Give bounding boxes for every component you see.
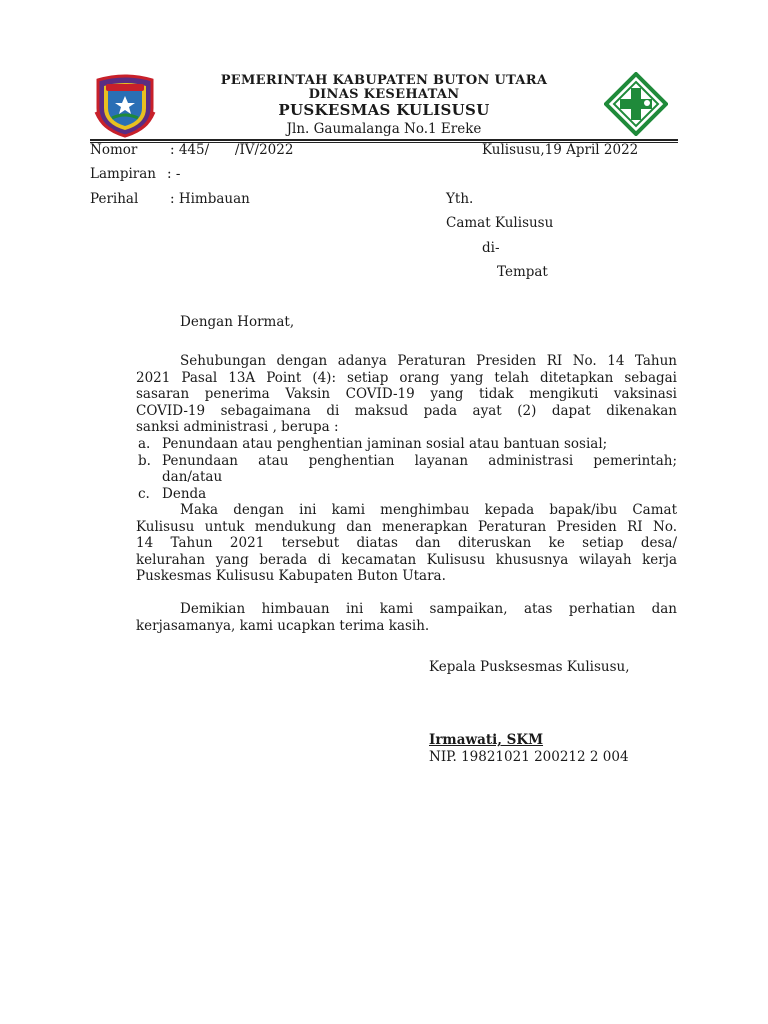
signature-title: Kepala Pusksesmas Kulisusu,	[429, 659, 630, 675]
recipient-yth: Yth.	[446, 191, 474, 207]
list-marker: c.	[138, 486, 150, 502]
letter-date: Kulisusu,19 April 2022	[482, 142, 639, 158]
signature-nip: NIP. 19821021 200212 2 004	[429, 749, 629, 765]
list-marker: b.	[138, 453, 151, 469]
para2-line: Maka dengan ini kami menghimbau kepada bapak/ibu Camat	[180, 502, 677, 518]
para1-line: Sehubungan dengan adanya Peraturan Presiden RI No. 14 Tahun	[180, 353, 677, 369]
header-rule-thick	[90, 139, 678, 141]
para3-line: kerjasamanya, kami ucapkan terima kasih.	[136, 618, 430, 634]
para2-line: Kulisusu untuk mendukung dan menerapkan Peraturan Presiden RI No.	[136, 519, 677, 535]
para1-line: sasaran penerima Vaksin COVID-19 yang tidak mengikuti vaksinasi	[136, 386, 677, 402]
letterhead-puskesmas: PUSKESMAS KULISUSU	[278, 101, 490, 119]
para1-line: 2021 Pasal 13A Point (4): setiap orang yang telah ditetapkan sebagai	[136, 370, 677, 386]
para2-line: kelurahan yang berada di kecamatan Kulisusu khususnya wilayah kerja	[136, 552, 677, 568]
para2-line: 14 Tahun 2021 tersebut diatas dan diteruskan ke setiap desa/	[136, 535, 677, 551]
para2-line: Puskesmas Kulisusu Kabupaten Buton Utara.	[136, 568, 446, 584]
lampiran-label: Lampiran	[90, 166, 156, 182]
recipient-di: di-	[482, 240, 500, 256]
list-marker: a.	[138, 436, 151, 452]
recipient-name: Camat Kulisusu	[446, 215, 554, 231]
nomor-value: : 445/ /IV/2022	[170, 142, 294, 158]
para1-line: COVID-19 sebagaimana di maksud pada ayat (2) dapat dikenakan	[136, 403, 677, 419]
lampiran-value: : -	[167, 166, 181, 182]
letterhead-address: Jln. Gaumalanga No.1 Ereke	[286, 121, 482, 137]
recipient-tempat: Tempat	[497, 264, 548, 280]
perihal-label: Perihal	[90, 191, 139, 207]
perihal-value: : Himbauan	[170, 191, 250, 207]
list-item-continuation: dan/atau	[162, 469, 223, 485]
list-item: Denda	[162, 486, 207, 502]
nomor-label: Nomor	[90, 142, 138, 158]
letterhead-department: DINAS KESEHATAN	[308, 87, 460, 102]
para1-line: sanksi administrasi , berupa :	[136, 419, 339, 435]
signature-name: Irmawati, SKM	[429, 732, 544, 748]
para3-line: Demikian himbauan ini kami sampaikan, atas perhatian dan	[180, 601, 677, 617]
greeting: Dengan Hormat,	[180, 314, 295, 330]
list-item: Penundaan atau penghentian jaminan sosial atau bantuan sosial;	[162, 436, 608, 452]
list-item: Penundaan atau penghentian layanan administrasi pemerintah;	[162, 453, 677, 469]
letterhead-government: PEMERINTAH KABUPATEN BUTON UTARA	[220, 73, 548, 88]
